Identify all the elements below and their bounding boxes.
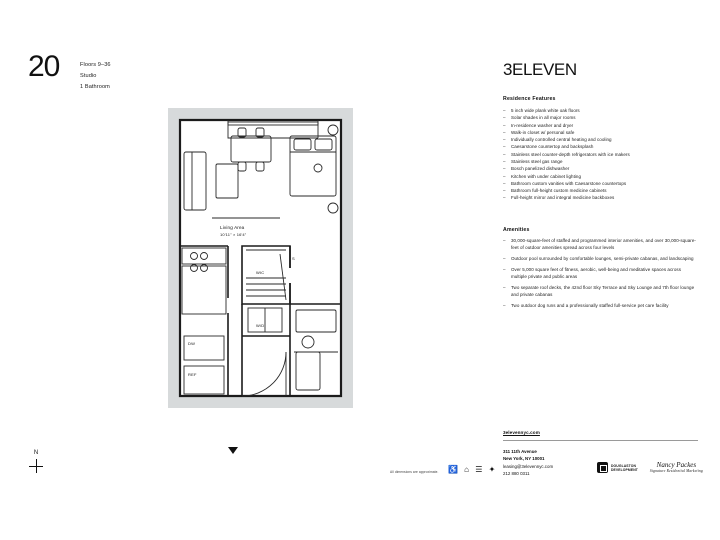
room-tag-ref: REF (188, 372, 197, 377)
phone-number[interactable]: 212 880 0311 (503, 471, 530, 477)
amenities-title: Amenities (503, 227, 530, 233)
list-item: – Stainless steel gas range (503, 158, 698, 165)
list-item: – Kitchen with under cabinet lighting (503, 173, 698, 180)
unit-type: Studio (80, 72, 97, 79)
email-link[interactable]: leasing@3elevennyc.com (503, 463, 554, 469)
dimensions-disclaimer: All dimensions are approximate. (390, 470, 439, 474)
website-link[interactable]: 3elevennyc.com (503, 430, 540, 435)
room-tag-wd: W/D (256, 323, 265, 328)
room-tag-stove: S (292, 256, 295, 261)
list-item: – In-residence washer and dryer (503, 122, 698, 129)
address-line-1: 311 11th Avenue (503, 449, 537, 454)
residence-features-list (503, 107, 698, 202)
list-item: – Solar shades in all major rooms (503, 114, 698, 121)
unit-floors: Floors 9–36 (80, 62, 111, 68)
unit-number: 20 (28, 50, 60, 83)
douglaston-development-logo (597, 462, 638, 473)
list-item: – Over 5,000 square feet of fitness, aerobic, well-being and meditative spaces across multiple private and public areas (503, 267, 698, 281)
room-tag-dw: DW (188, 341, 196, 346)
amenities-section (503, 227, 698, 314)
list-item: – Bathroom custom vanities with Caesarstone countertops (503, 180, 698, 187)
accessibility-icons: ♿ ⌂ ☰ ✦ (448, 465, 498, 474)
douglaston-mark-icon (597, 462, 608, 473)
list-item: – Two outdoor dog runs and a professionally staffed full-service pet care facility (503, 303, 698, 310)
douglaston-wordmark: DOUGLASTON DEVELOPMENT (611, 463, 638, 472)
list-item: – Full-height mirror and integral medicine backboxes (503, 194, 698, 201)
list-item: – Stainless steel counter-depth refrigerators with ice makers (503, 151, 698, 158)
address-line-2: New York, NY 10001 (503, 456, 545, 462)
list-item: – Individually controlled central heating and cooling (503, 136, 698, 143)
list-item: – Caesarstone countertop and backsplash (503, 143, 698, 150)
residence-features-section (503, 96, 698, 202)
list-item: – Two separate roof decks, the 42nd floor Sky Terrace and Sky Lounge and 7th floor lounge and private cabanas (503, 285, 698, 299)
nancy-packes-logo: Nancy Packes Signature Residential Marketing (649, 461, 703, 473)
unit-bathrooms: 1 Bathroom (80, 83, 110, 90)
floorplan-vector (168, 108, 353, 408)
room-tag-wic: WIC (256, 270, 265, 275)
north-indicator: N (28, 450, 44, 473)
footer-divider (503, 440, 698, 441)
living-area-label: Living Area 10'11" × 16'4" (220, 225, 247, 237)
north-cross-icon (29, 459, 43, 473)
partner-logos (597, 462, 703, 474)
list-item: – Outdoor pool surrounded by comfortable lounges, semi-private cabanas, and landscaping (503, 256, 698, 263)
list-item: – Bathroom full-height custom medicine cabinets (503, 187, 698, 194)
list-item: – Bosch panelized dishwasher (503, 165, 698, 172)
floorplan-drawing (168, 108, 353, 408)
brand-logo: 3ELEVEN (503, 60, 577, 79)
list-item: – 30,000-square-feet of staffed and programmed interior amenities, and over 30,000-square-feet of outdoor amenities spread across four levels (503, 238, 698, 252)
residence-features-title: Residence Features (503, 96, 556, 102)
list-item: – 5 inch wide plank white oak floors (503, 107, 698, 114)
list-item: – Walk-in closet w/ personal safe (503, 129, 698, 136)
amenities-list (503, 238, 698, 310)
entry-arrow-icon (228, 447, 238, 454)
contact-block (503, 448, 553, 478)
unit-meta (80, 60, 111, 93)
